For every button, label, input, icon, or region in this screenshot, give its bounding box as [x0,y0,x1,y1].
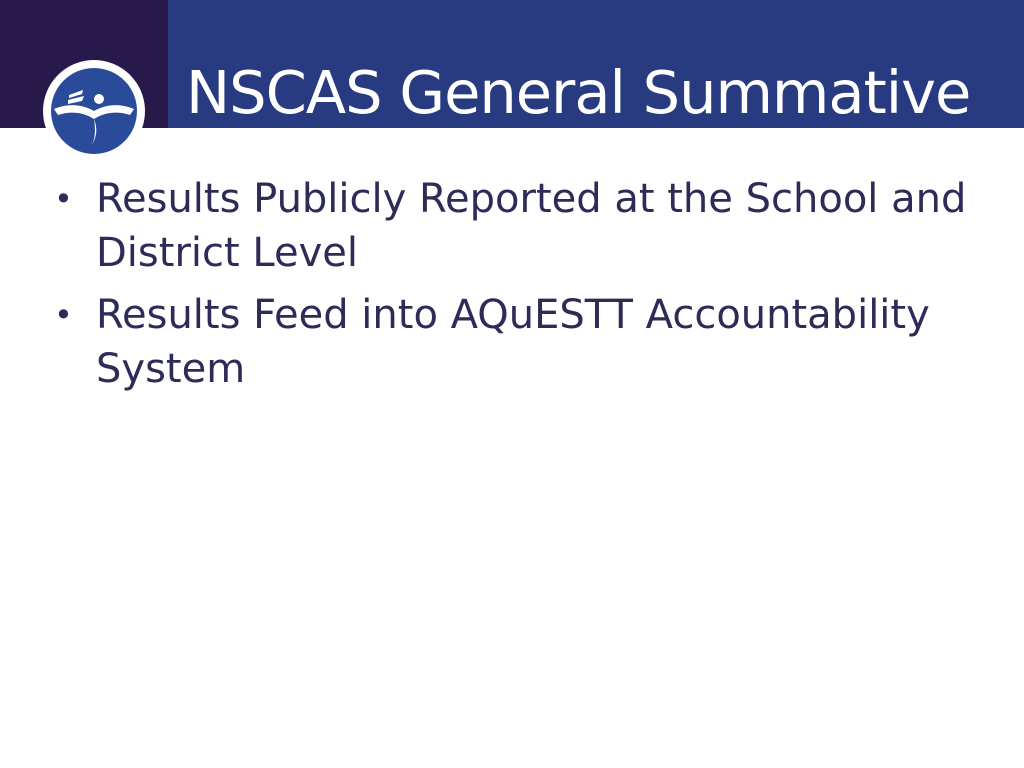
bullet-text: Results Publicly Reported at the School and District Level [96,176,967,276]
bullet-item [52,172,992,280]
bullet-dot-icon: • [54,296,73,334]
bullet-item [52,288,992,396]
slide-title: NSCAS General Summative [186,58,971,127]
bullet-text: Results Feed into AQuESTT Accountability System [96,292,930,392]
bullet-list [52,172,992,404]
nebraska-education-logo-icon [42,59,146,163]
bullet-dot-icon: • [54,180,73,218]
